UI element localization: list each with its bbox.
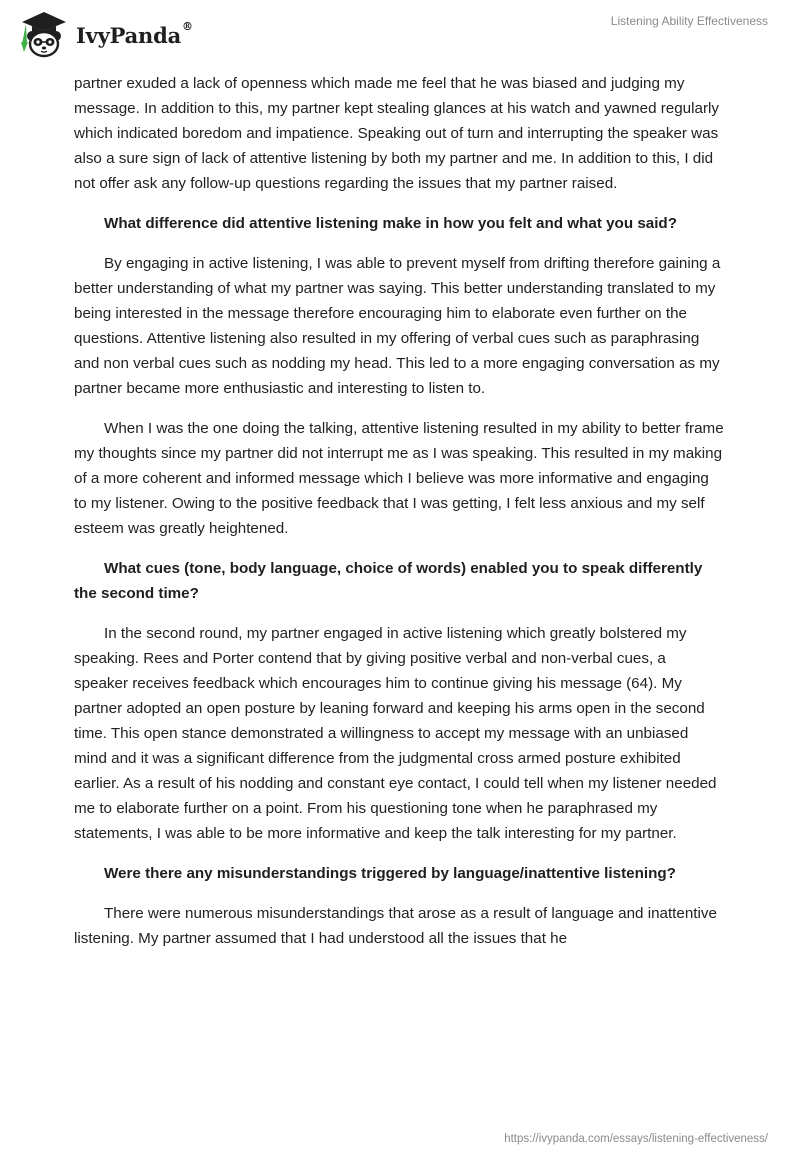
document-title: Listening Ability Effectiveness xyxy=(610,14,768,28)
ivypanda-logo[interactable] xyxy=(14,8,193,60)
panda-graduate-logo-icon xyxy=(14,8,70,60)
question-heading: What difference did attentive listening make in how you felt and what you said? xyxy=(104,215,677,232)
paragraph: When I was the one doing the talking, attentive listening resulted in my ability to better frame my thoughts since my partner did not interrupt me as I was speaking. This resulted in my making of a more coherent and informed message which I believe was more informative and engaging to my listener. Owing to the positive feedback that I was getting, I felt less anxious and my self esteem was greatly heightened. xyxy=(74,420,724,537)
paragraph: partner exuded a lack of openness which made me feel that he was biased and judging my message. In addition to this, my partner kept stealing glances at his watch and yawned regularly which indicated boredom and impatience. Speaking out of turn and interrupting the speaker was also a sure sign of lack of attentive listening by both my partner and me. In addition to this, I did not offer ask any follow-up questions regarding the issues that my partner raised. xyxy=(74,75,719,192)
source-url[interactable]: https://ivypanda.com/essays/listening-effectiveness/ xyxy=(504,1133,768,1145)
paragraph: By engaging in active listening, I was able to prevent myself from drifting therefore gaining a better understanding of what my partner was saying. This better understanding translated to my being interested in the message therefore encouraging him to elaborate even further on the questions. Attentive listening also resulted in my offering of verbal cues such as paraphrasing and non verbal cues such as nodding my head. This led to a more engaging conversation as my partner became more enthusiastic and interesting to listen to. xyxy=(74,255,721,397)
paragraph: In the second round, my partner engaged in active listening which greatly bolstered my speaking. Rees and Porter contend that by giving positive verbal and non-verbal cues, a speaker receives feedback which encourages him to continue giving his message (64). My partner adopted an open posture by leaning forward and keeping his arms open in the second time. This open stance demonstrated a willingness to accept my message with an unbiased mind and it was a significant difference from the judgmental cross armed posture exhibited earlier. As a result of his nodding and constant eye contact, I could tell when my listener needed me to elaborate further on a point. From his questioning tone when he paraphrased my statements, I was able to be more informative and keep the talk interesting for my partner. xyxy=(74,625,717,842)
brand-name-text: IvyPanda xyxy=(76,22,182,48)
essay-body xyxy=(74,71,724,966)
question-heading: What cues (tone, body language, choice of words) enabled you to speak differently the second time? xyxy=(74,560,703,602)
page-header xyxy=(0,0,800,70)
registered-mark: ® xyxy=(182,19,193,33)
paragraph: There were numerous misunderstandings that arose as a result of language and inattentive listening. My partner assumed that I had understood all the issues that he xyxy=(74,905,717,947)
question-heading: Were there any misunderstandings triggered by language/inattentive listening? xyxy=(104,865,676,882)
brand-name xyxy=(76,19,193,48)
